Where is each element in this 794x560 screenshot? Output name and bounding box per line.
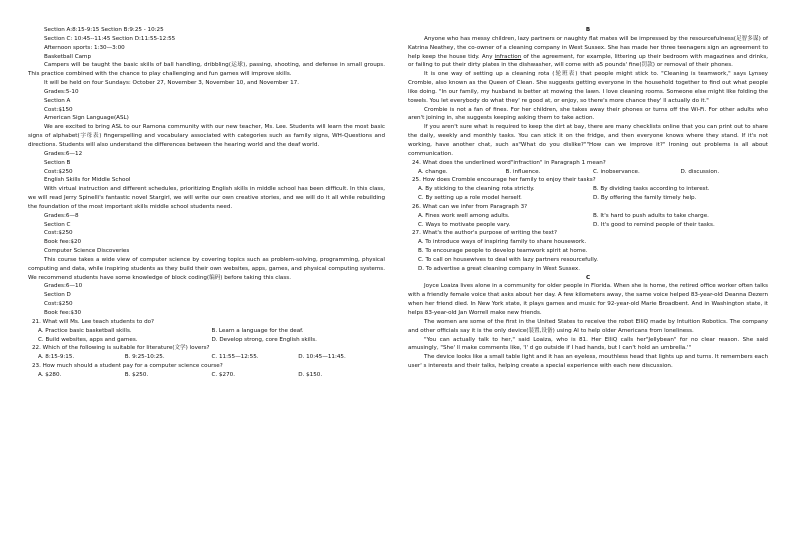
question-23-options — [28, 371, 385, 380]
course-title-english: English Skills for Middle School — [44, 177, 131, 184]
course-cost: Cost:$250 — [44, 168, 73, 175]
course-grades: Grades:5-10 — [44, 88, 79, 95]
passage-c-paragraph-3: "You can actually talk to her," said Loaiza, who is 81. Her ElliQ calls her"Jellybean" for no clear reason. She said amusingly, "She' ll make comments like, 'I' d go outside if I had hands, but I can't hold an umbrella.'" — [408, 336, 768, 352]
option-a: A. By sticking to the cleaning rota strictly. — [418, 186, 535, 193]
passage-c-paragraph-1: Joyce Loaiza lives alone in a community for older people in Florida. When she is home, the retired office worker often talks with a friendly female voice that asks about her day. A few kilometers away, the same voice helped 83-year-old Deanna Dezern when her friend died. In New York state, it plays games and music for 92-year-old Marie Broadbent. And in Washington state, it helps 83-year-old Jan Worrell make new friends. — [408, 283, 768, 316]
passage-label-b: B — [585, 27, 591, 33]
course-section: Section C — [44, 221, 71, 228]
course-section: Section A — [44, 97, 71, 104]
option-a: A. $280. — [38, 371, 62, 378]
course-section: Section D — [44, 292, 71, 299]
option-c: C. 11:55—12:55. — [211, 354, 259, 361]
passage-b-paragraph-2: It is one way of setting up a cleaning rota (轮班表) that people might stick to. "Cleaning is teamwork," says Lynsey Crombie, also known as the Queen of Clean. She suggests getting everyone in the household together to find out what people like doing. "In our family, my husband is better at mowing the lawn. I love cleaning rooms. Someone else might like folding the towels. You let everybody do what they' re good at, or enjoy, so there's more chance they' ll actually do it." — [408, 71, 768, 104]
option-d: D. discussion. — [680, 168, 720, 175]
course-description: This course takes a wide view of computer science by covering topics such as problem-solving, programming, physical computing and data, while inspiring students as they build their own websites, apps, games, and physical computing systems. We recommend students have some knowledge of block coding(编码) before taking this class. — [28, 256, 385, 281]
question-25: 25. How does Crombie encourage her family to enjoy their tasks? — [412, 177, 596, 184]
course-description: We are excited to bring ASL to our Ramona community with our new teacher, Ms. Lee. Students will learn the most basic signs of alphabet(字母表) fingerspelling and vocabulary associated with categories such as family signs, WH-Questions and directions. Students will also understand the differences between the hearing world and the deaf world. — [28, 124, 385, 148]
course-grades: Grades:6—10 — [44, 283, 83, 290]
right-column — [408, 26, 768, 371]
question-26-options — [408, 221, 768, 230]
course-section: Section B — [44, 159, 71, 166]
text-run: of the agreement, for example, littering up their bedroom with magazines and drinks, or failing to put their dirty plates in the dishwasher, will come with a5 pounds' fine(罚款) or removal of their phones. — [408, 53, 769, 69]
option-c: C. To call on housewives to deal with lazy partners resourcefully. — [418, 256, 599, 263]
course-cost: Cost:$250 — [44, 301, 73, 308]
course-grades: Grades:6—8 — [44, 212, 79, 219]
question-23: 23. How much should a student pay for a computer science course? — [32, 363, 223, 370]
option-a: A. Fines work well among adults. — [418, 212, 510, 219]
question-26: 26. What can we infer from Paragraph 3? — [412, 203, 528, 210]
course-grades: Grades:6—12 — [44, 150, 83, 157]
option-b: B. To encourage people to develop teamwork spirit at home. — [418, 248, 588, 255]
option-b: B. By dividing tasks according to interest. — [593, 186, 710, 193]
option-b: B. It's hard to push adults to take charge. — [593, 212, 709, 219]
schedule-line: Section A:8:15-9:15 Section B:9:25 - 10:25 — [44, 27, 164, 33]
course-title-cs: Computer Science Discoveries — [44, 248, 130, 255]
question-22: 22. Which of the following is suitable for literature(文学) lovers? — [32, 345, 210, 352]
option-a: A. To introduce ways of inspiring family to share housework. — [418, 239, 587, 246]
option-a: A. 8:15-9:15. — [38, 354, 75, 361]
passage-c-paragraph-2: The women are some of the first in the United States to receive the robot ElliQ made by Intuition Robotics. The company and other officials say it is the only device(装置,设备) using AI to help older Americans from loneliness. — [408, 318, 768, 334]
option-d: D. $150. — [298, 371, 323, 378]
course-book-fee: Book fee:$20 — [44, 239, 82, 246]
left-column — [28, 26, 385, 380]
option-b: B. $250. — [124, 371, 149, 378]
question-24: 24. What does the underlined word"infraction" in Paragraph 1 mean? — [412, 159, 606, 166]
course-book-fee: Book fee:$30 — [44, 310, 82, 316]
passage-b-paragraph-4: If you aren't sure what is required to keep the dirt at bay, there are many checklists online that you can print out to share the daily, weekly and monthly tasks. You can stick it on the fridge, and then everyone knows where they stand. If it's not working, have another chat, such as"What do you dislike?""How can we improve it?" Ironing out problems is all about communication. — [408, 124, 768, 157]
question-21-options — [28, 327, 385, 336]
option-d: D. To advertise a great cleaning company in West Sussex. — [418, 265, 581, 272]
option-d: D. 10:45—11:45. — [298, 354, 346, 361]
option-c: C. inobservance. — [593, 168, 640, 175]
question-21-options — [28, 336, 385, 345]
schedule-line: Section C: 10:45--11:45 Section D:11:55-12:55 — [44, 35, 176, 42]
option-d: D. By offering the family timely help. — [593, 195, 697, 202]
question-24-options — [408, 168, 768, 177]
question-26-options — [408, 212, 768, 221]
question-22-options — [28, 353, 385, 362]
course-cost: Cost:$250 — [44, 230, 73, 237]
underlined-word: infraction — [494, 53, 522, 60]
option-a: A. change. — [418, 168, 448, 175]
passage-b-paragraph-3: Crombie is not a fan of fines. For her children, she takes away their phones or turns off the Wi-Fi. For other adults who aren't joining in, she suggests keeping asking them to take action. — [408, 106, 768, 122]
course-dates: It will be held on four Sundays: October 27, November 3, November 10, and November 17. — [44, 80, 300, 87]
option-d: D. Develop strong, core English skills. — [211, 336, 317, 343]
course-title-asl: American Sign Language(ASL) — [44, 115, 129, 122]
course-cost: Cost:$150 — [44, 106, 73, 113]
passage-b-paragraph-1 — [408, 35, 768, 70]
schedule-line: Afternoon sports: 1:30—3:00 — [44, 44, 125, 51]
passage-label-c: C — [585, 274, 591, 281]
question-27: 27. What's the author's purpose of writing the text? — [412, 230, 557, 237]
option-b: B. 9:25-10:25. — [124, 354, 165, 361]
question-25-options — [408, 185, 768, 194]
option-d: D. It's good to remind people of their tasks. — [593, 221, 715, 228]
question-21: 21. What will Ms. Lee teach students to do? — [32, 318, 155, 325]
course-title-basketball: Basketball Camp — [44, 53, 92, 60]
option-a: A. Practice basic basketball skills. — [38, 327, 132, 334]
course-description: Campers will be taught the basic skills of ball handling, dribbling(运球), passing, shooting, and defense in small groups. This practice combined with the chance to play challenging and fun games will improve skills. — [28, 62, 385, 78]
question-25-options — [408, 194, 768, 203]
option-c: C. Build websites, apps and games. — [38, 336, 138, 343]
course-description: With virtual instruction and different schedules, prioritizing English skills in middle school has been difficult. In this class, we will read Jerry Spinelli's fantastic novel Stargirl, we will write our own creative stories, and we will do it all while rebuilding the foundation of the most important skills middle school students need. — [28, 186, 385, 210]
text-run: Anyone who has messy children, lazy partners or naughty flat mates will be impressed by the resourcefulness(足智多谋) of Katrina Neathey, the co-owner of a cleaning company in West Sussex. She has made her three teenagers sign an agreement to help keep the house tidy. Any — [408, 35, 768, 60]
option-b: B. influence. — [505, 168, 541, 175]
option-b: B. Learn a language for the deaf. — [211, 327, 304, 334]
option-c: C. By setting up a role model herself. — [418, 195, 522, 202]
passage-c-paragraph-4: The device looks like a small table light and it has an eyeless, mouthless head that lights up and turns. It remembers each user' s interests and their talks, helping create a special experience with each new discussion. — [408, 354, 768, 370]
option-c: C. $270. — [211, 371, 235, 378]
option-c: C. Ways to motivate people vary. — [418, 221, 511, 228]
